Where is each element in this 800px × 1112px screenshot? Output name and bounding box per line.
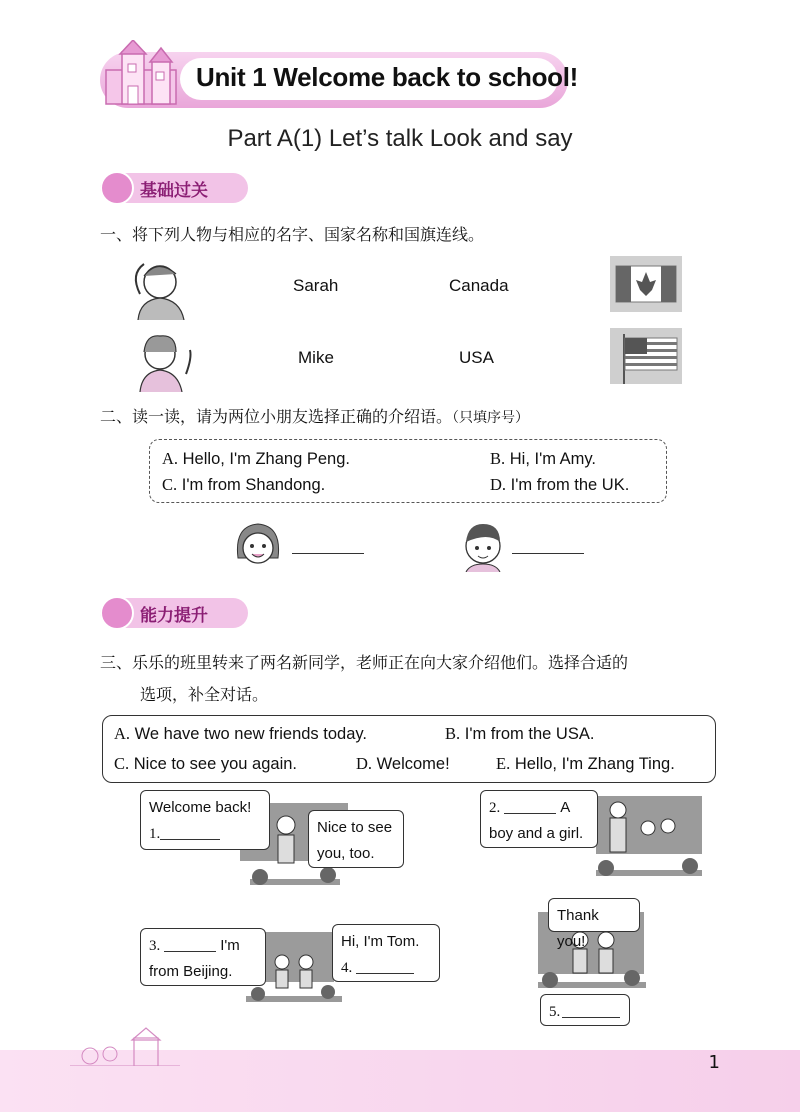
part-title: Part A(1) Let’s talk Look and say	[227, 125, 573, 152]
answer-blank-3[interactable]	[164, 935, 216, 952]
q2-option-a: A. Hello, I'm Zhang Peng.	[162, 449, 350, 468]
speech-bubble-2: 2. A boy and a girl.	[480, 790, 598, 848]
q1-instruction: 一、将下列人物与相应的名字、国家名称和国旗连线。	[100, 225, 485, 244]
boy-face-icon	[458, 518, 508, 572]
q3-instruction-line1: 三、乐乐的班里转来了两名新同学，老师正在向大家介绍他们。选择合适的	[100, 653, 629, 672]
q2-option-c: C. I'm from Shandong.	[162, 475, 326, 494]
q2-instruction: 二、读一读，请为两位小朋友选择正确的介绍语。（只填序号）	[100, 407, 530, 426]
country-usa: USA	[459, 348, 494, 367]
q3-option-b: B. I'm from the USA.	[445, 724, 595, 743]
speech-bubble-reply-1: Nice to see you, too.	[308, 810, 404, 868]
q3-option-c: C. Nice to see you again.	[114, 754, 298, 773]
usa-flag-icon	[610, 328, 682, 384]
country-canada: Canada	[449, 276, 509, 295]
smiley-icon	[100, 171, 134, 205]
speech-bubble-5: 5.	[540, 994, 630, 1026]
q2-option-b: B. Hi, I'm Amy.	[490, 449, 596, 468]
section-label-ability: 能力提升	[100, 598, 248, 628]
q3-option-e: E. Hello, I'm Zhang Ting.	[496, 754, 675, 773]
speech-bubble-3: 3. I'm from Beijing.	[140, 928, 266, 986]
unit-title: Unit 1 Welcome back to school!	[196, 62, 579, 92]
name-sarah: Sarah	[293, 276, 339, 295]
answer-blank-girl[interactable]	[292, 553, 364, 554]
page-number: 1	[708, 1052, 720, 1073]
girl-face-icon	[232, 518, 284, 572]
answer-blank-5[interactable]	[562, 1001, 620, 1018]
answer-blank-boy[interactable]	[512, 553, 584, 554]
boy-figure-icon	[128, 254, 198, 320]
q3-instruction-line2: 选项，补全对话。	[140, 685, 269, 704]
answer-blank-1[interactable]	[160, 823, 220, 840]
canada-flag-icon	[610, 256, 682, 312]
teacher-kids-icon	[596, 796, 706, 896]
answer-blank-2[interactable]	[504, 797, 556, 814]
name-mike: Mike	[298, 348, 334, 367]
answer-blank-4[interactable]	[356, 957, 414, 974]
q3-option-a: A. We have two new friends today.	[114, 724, 367, 743]
section-label-basic: 基础过关	[100, 173, 248, 203]
speech-bubble-reply-3: Hi, I'm Tom. 4.	[332, 924, 440, 982]
smiley-icon	[100, 596, 134, 630]
q3-option-d: D. Welcome!	[356, 754, 450, 773]
girl-figure-icon	[132, 328, 200, 392]
q2-option-d: D. I'm from the UK.	[490, 475, 630, 494]
speech-bubble-1: Welcome back! 1.	[140, 790, 270, 850]
castle-icon	[96, 40, 192, 108]
speech-bubble-4: Thank you!	[548, 898, 640, 932]
footer-castle-icon	[70, 1026, 180, 1066]
